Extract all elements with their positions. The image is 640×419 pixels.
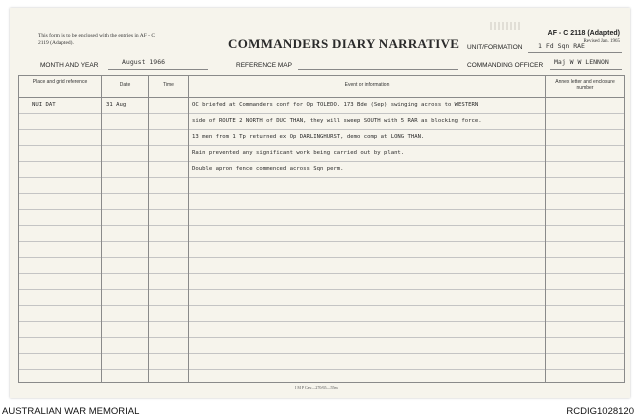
table-row-line — [18, 353, 625, 354]
entry-line: 13 men from 1 Tp returned ex Op DARLINGHURST, demo comp at LONG THAN. — [192, 134, 425, 140]
month-year-line — [108, 69, 208, 70]
reference-map-label: REFERENCE MAP — [236, 62, 292, 69]
entry-line: OC briefed at Commanders conf for Op TOLEDO. 173 Bde (Sep) swinging across to WESTERN — [192, 102, 479, 108]
table-row-line — [18, 257, 625, 258]
entry-place: NUI DAT — [32, 102, 56, 108]
column-header-place: Place and grid reference — [32, 79, 88, 85]
column-rule — [188, 75, 189, 383]
entry-line: side of ROUTE 2 NORTH of DUC THAN, they will sweep SOUTH with 5 RAR as blocking force. — [192, 118, 482, 124]
column-header-event: Event or information — [344, 82, 390, 88]
unit-formation-line — [528, 52, 622, 53]
table-bottom-rule — [18, 382, 625, 383]
column-rule — [545, 75, 546, 383]
commanding-officer-label: COMMANDING OFFICER — [467, 62, 544, 69]
table-row-line — [18, 305, 625, 306]
column-rule — [624, 75, 625, 383]
column-rule — [18, 75, 19, 383]
printer-imprint: I M P Cav—270/65—55m — [295, 385, 338, 390]
form-number: AF - C 2118 (Adapted) — [547, 30, 620, 37]
entry-date: 31 Aug — [106, 102, 127, 108]
column-header-annex: Annex letter and enclosure number — [555, 79, 615, 91]
table-row-line — [18, 241, 625, 242]
diary-table — [18, 75, 625, 383]
table-row-line — [18, 321, 625, 322]
table-row-line — [18, 113, 625, 114]
table-row-line — [18, 177, 625, 178]
month-year-value: August 1966 — [122, 58, 166, 66]
column-header-date: Date — [119, 82, 131, 88]
table-row-line — [18, 289, 625, 290]
unit-formation-value: 1 Fd Sqn RAE — [538, 42, 585, 50]
entry-line: Double apron fence commenced across Sqn perm. — [192, 166, 344, 172]
table-row-line — [18, 145, 625, 146]
form-revision: Revised Jan. 1965 — [583, 39, 620, 44]
table-row-line — [18, 337, 625, 338]
reference-caption: RCDIG1028120 — [566, 406, 634, 417]
table-row-line — [18, 273, 625, 274]
paper-stain — [490, 22, 520, 30]
table-row-line — [18, 209, 625, 210]
form-title: COMMANDERS DIARY NARRATIVE — [228, 36, 460, 51]
enclose-note: This form is to be enclosed with the entries in AF - C 2119 (Adapted). — [38, 33, 156, 46]
table-row-line — [18, 161, 625, 162]
header-bottom-rule — [18, 97, 625, 98]
commanding-officer-line — [550, 69, 622, 70]
table-row-line — [18, 225, 625, 226]
unit-formation-label: UNIT/FORMATION — [467, 44, 523, 51]
table-row-line — [18, 193, 625, 194]
table-top-rule — [18, 75, 625, 76]
table-row-line — [18, 129, 625, 130]
column-rule — [101, 75, 102, 383]
column-header-time: Time — [163, 82, 174, 88]
institution-caption: AUSTRALIAN WAR MEMORIAL — [2, 406, 140, 417]
reference-map-line — [298, 69, 458, 70]
month-year-label: MONTH AND YEAR — [40, 62, 99, 69]
entry-line: Rain prevented any significant work being carried out by plant. — [192, 150, 405, 156]
table-row-line — [18, 369, 625, 370]
commanding-officer-value: Maj W W LENNON — [554, 58, 609, 66]
column-rule — [148, 75, 149, 383]
